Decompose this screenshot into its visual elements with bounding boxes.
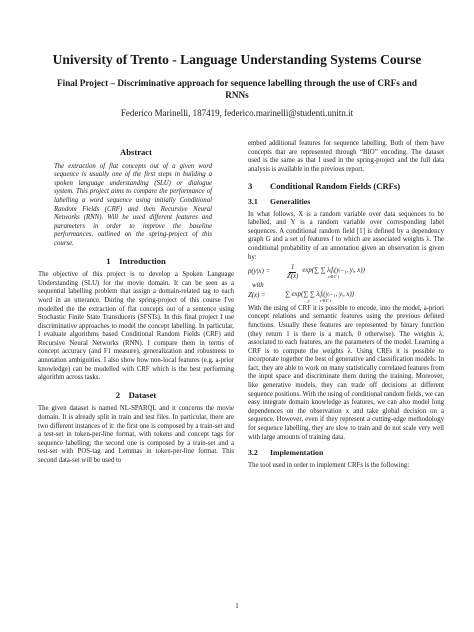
section-number: 1 (106, 255, 111, 266)
subscript-c: c∈C (320, 297, 329, 303)
right-column (248, 140, 444, 470)
section-heading-introduction (38, 257, 234, 266)
paper-title: University of Trento - Language Understanding Systems Course (52, 52, 422, 67)
generalities-text-continued: With the using of CRF it is possible to encode, into the model, a-priori concept relations and semantic features using the previous defined functions. Usually these features are represented by binary function (they return 1 is there is a match, 0 otherwise). The weights λ, associated to each features, are the parameters of the model. Learning a CRF is to compute the weights λ. Using CRFs it is possible to incorporate together the best of generative and classification models. In fact, they are able to work on many statistically correlated features from the input space and discriminate them during the training. Moreover, like generative models, they can trade off decisions at different sequence positions. With the using of conditional random fields, we can easy integrate domain knowledge as features, we can also model long dependences on the observation x and take global decision on a sequence. However, even if they represent a cutting-edge methodology for sequence labelling, they are slow to train and do not scale very well with large amounts of training data. (248, 304, 444, 441)
equation-rhs: exp(∑ ∑ λᵢfᵢ(yᵢ₋₁, yᵢ, x)) (302, 266, 365, 274)
implementation-text: The tool used in order to implement CRFs is the following: (248, 461, 410, 469)
equation-crf-probability (248, 264, 444, 303)
subsection-heading-implementation (248, 449, 444, 458)
paper-authors: Federico Marinelli, 187419, federico.marinelli@studenti.unitn.it (120, 108, 354, 118)
section-title: Introduction (119, 255, 166, 266)
subsection-title: Implementation (270, 448, 324, 458)
subsection-number: 3.1 (248, 196, 258, 206)
dataset-text: The given dataset is named NL-SPARQL and it concerns the movie domain. It is already split in train and test files. In particular, there are two different instances of it: the first one is composed by a train-set and a test-set in token-per-line format, with tokens and concept tags for sequence labelling; the second one is composed by a train-set and a test-set with POS-tag and Lemmas in token-per-line format. This second data-set will be used to (38, 405, 234, 464)
section-title: Dataset (128, 389, 157, 400)
fraction-numerator: 1 (290, 264, 295, 272)
page-number: 1 (235, 602, 239, 610)
dataset-text-continued: embed additional features for sequence labelling. Both of them have concepts that are represented through “BIO” encoding. The dataset used is the same as that I used in the spring-project and the full data analysis is available in the previous report. (248, 140, 444, 173)
subsection-title: Generalities (270, 196, 311, 206)
abstract-heading: Abstract (120, 147, 152, 157)
equation-subscripts (308, 298, 331, 303)
section-number: 2 (115, 389, 120, 400)
equation-with-label: with (252, 282, 264, 290)
subscript-i: i (337, 273, 340, 279)
section-heading-dataset (38, 391, 234, 400)
subsection-heading-generalities (248, 198, 444, 207)
equation-partition-function (248, 291, 444, 303)
section-heading-crf (248, 182, 444, 191)
subscript-i: i (329, 297, 332, 303)
equation-lhs: p(y|x) = (248, 268, 271, 276)
equation-rhs: ∑ exp(∑ ∑ λᵢfᵢ(yᵢ₋₁, yᵢ, x)) (285, 290, 355, 298)
fraction-denominator: Z(x) (287, 273, 299, 281)
equation-subscripts (328, 274, 339, 279)
subsection-number: 3.2 (248, 448, 258, 458)
paper-subtitle: Final Project – Discriminative approach for sequence labelling through the use of CRFs and RNNs (57, 78, 417, 100)
subscript-y: y (307, 297, 310, 303)
generalities-text: In what follows, X is a random variable over data sequences to be labelled, and Y is a random variable over corresponding label sequences. A conditional random field [1] is defined by a dependency graph G and a set of features f to which are associated weights λ. The conditional probability of an annotation given an observation is given by: (248, 210, 444, 261)
equation-body (285, 291, 354, 303)
section-title: Conditional Random Fields (CRFs) (270, 181, 401, 192)
introduction-text: The objective of this project is to develop a Spoken Language Understanding (SLU) for the movie domain. It can be seen as a sequential labelling problem that assign a domain-related tag to each word in an utterance. During the spring-project of this course I've modelled the the extraction of flat concepts out of a sentence using Stochastic Finite State Transducers (SFSTs). In this final project I use discriminative approaches to model the concept labelling. In particular, I evaluate algorithms based Conditional Random Fields (CRF) and Recursive Neural Networks (RNN). I compare them in terms of concept accuracy (and F1 measure), generalization and robustness to annotation ambiguities. I also show how non-local features (e.g. a-prior knowledge) can be modelled with CRF which is the best performing algorithm across tasks. (38, 271, 234, 382)
left-column (38, 140, 234, 466)
abstract-text: The extraction of flat concepts out of a given word sequence is usually one of the first steps in building a spoken language understanding (SLU) or dialogue system. This project aims to compare the performance of labelling a word sequence using initially Conditional Random Fields (CRF) and then Recursive Neural Networks (RNN). Will be used different features and parameters in order to improve the baseline performances, outlined on the spring-project of this course. (54, 162, 212, 247)
subscript-c: c∈C (328, 273, 337, 279)
section-number: 3 (248, 181, 253, 192)
equation-fraction (287, 264, 298, 281)
equation-lhs: Z(x) = (248, 292, 266, 300)
equation-body (302, 267, 365, 279)
